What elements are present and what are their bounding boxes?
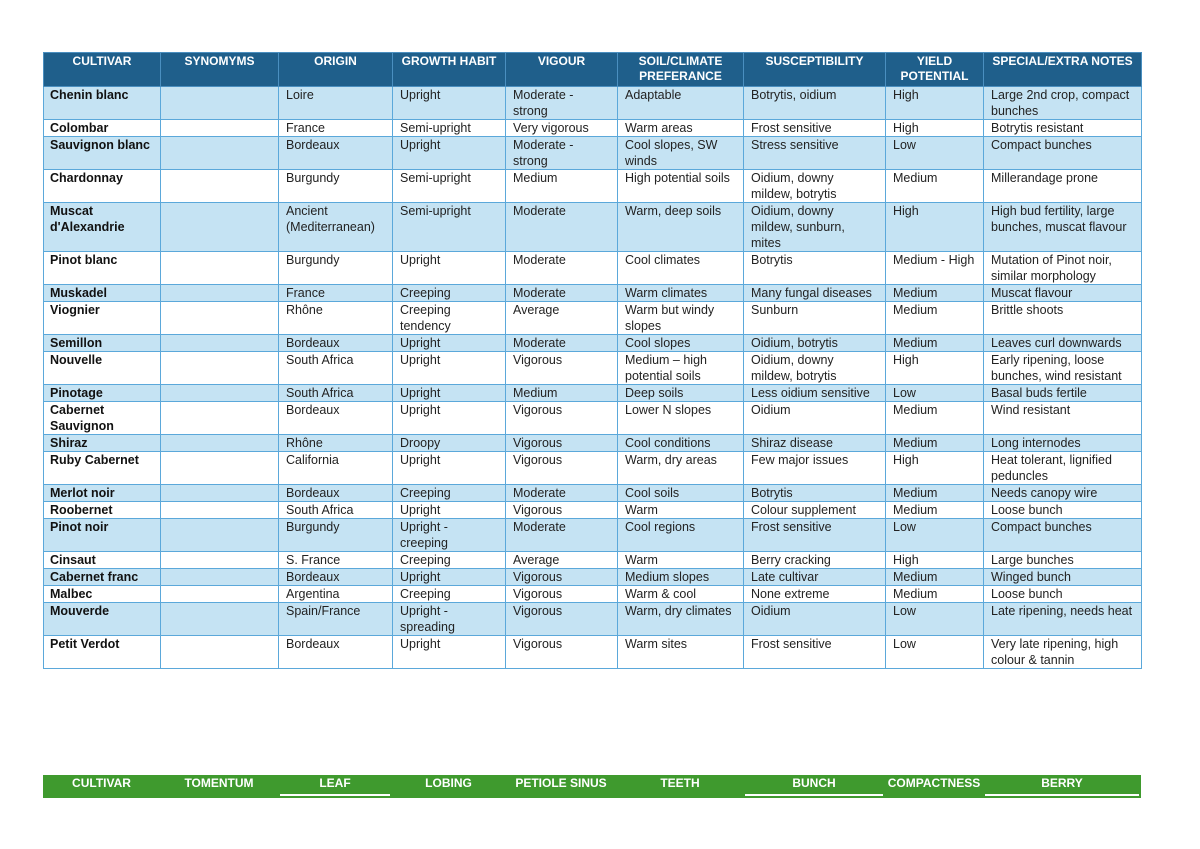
- cell-synonyms: [161, 302, 279, 335]
- cell-origin: Bordeaux: [279, 402, 393, 435]
- cell-vigour: Moderate: [506, 519, 618, 552]
- cell-vigour: Moderate: [506, 203, 618, 252]
- cell-origin: Burgundy: [279, 170, 393, 203]
- cell-soil-climate-preference: Cool slopes, SW winds: [618, 137, 744, 170]
- cell-susceptibility: Oidium, downy mildew, botrytis: [744, 352, 886, 385]
- cell-susceptibility: Shiraz disease: [744, 435, 886, 452]
- cell-origin: S. France: [279, 552, 393, 569]
- cultivar-name-cell: Semillon: [44, 335, 161, 352]
- cultivar-table: [43, 52, 1142, 669]
- cell-growth-habit: Creeping: [393, 485, 506, 502]
- cell-vigour: Medium: [506, 385, 618, 402]
- column-header-susceptibility: SUSCEPTIBILITY: [744, 53, 886, 87]
- cultivar-name-cell: Ruby Cabernet: [44, 452, 161, 485]
- morphology-header-label: TOMENTUM: [184, 776, 254, 790]
- cell-special-extra-notes: Early ripening, loose bunches, wind resistant: [984, 352, 1142, 385]
- cell-special-extra-notes: Winged bunch: [984, 569, 1142, 586]
- cell-soil-climate-preference: Warm areas: [618, 120, 744, 137]
- cell-vigour: Vigorous: [506, 569, 618, 586]
- cell-susceptibility: Botrytis: [744, 252, 886, 285]
- cell-soil-climate-preference: Cool regions: [618, 519, 744, 552]
- cell-yield-potential: Low: [886, 636, 984, 669]
- cell-yield-potential: Medium: [886, 302, 984, 335]
- cell-growth-habit: Creeping: [393, 552, 506, 569]
- cell-yield-potential: High: [886, 552, 984, 569]
- cell-growth-habit: Upright: [393, 636, 506, 669]
- table-row: [44, 586, 1142, 603]
- cell-origin: Bordeaux: [279, 485, 393, 502]
- table-row: [44, 519, 1142, 552]
- cell-yield-potential: Medium: [886, 402, 984, 435]
- table-row: [44, 502, 1142, 519]
- table-row: [44, 87, 1142, 120]
- cell-special-extra-notes: Compact bunches: [984, 137, 1142, 170]
- cell-vigour: Moderate - strong: [506, 87, 618, 120]
- morphology-header-teeth: [617, 775, 743, 798]
- cell-origin: Burgundy: [279, 252, 393, 285]
- cell-synonyms: [161, 569, 279, 586]
- cell-vigour: Vigorous: [506, 452, 618, 485]
- cell-special-extra-notes: Late ripening, needs heat: [984, 603, 1142, 636]
- cell-growth-habit: Upright - spreading: [393, 603, 506, 636]
- cell-growth-habit: Upright: [393, 335, 506, 352]
- cell-special-extra-notes: Muscat flavour: [984, 285, 1142, 302]
- cell-special-extra-notes: Large 2nd crop, compact bunches: [984, 87, 1142, 120]
- cultivar-name-cell: Malbec: [44, 586, 161, 603]
- table-row: [44, 385, 1142, 402]
- cell-synonyms: [161, 120, 279, 137]
- cell-growth-habit: Upright: [393, 452, 506, 485]
- cell-susceptibility: Frost sensitive: [744, 120, 886, 137]
- table-row: [44, 402, 1142, 435]
- cell-growth-habit: Upright: [393, 385, 506, 402]
- table-row: [44, 137, 1142, 170]
- cell-special-extra-notes: Very late ripening, high colour & tannin: [984, 636, 1142, 669]
- cell-soil-climate-preference: Warm climates: [618, 285, 744, 302]
- header-underline: [745, 794, 883, 796]
- cell-growth-habit: Creeping: [393, 285, 506, 302]
- cell-susceptibility: Berry cracking: [744, 552, 886, 569]
- cell-growth-habit: Upright: [393, 402, 506, 435]
- morphology-header-compactness: [885, 775, 983, 798]
- cell-soil-climate-preference: Warm & cool: [618, 586, 744, 603]
- cell-soil-climate-preference: Cool conditions: [618, 435, 744, 452]
- cell-growth-habit: Upright: [393, 352, 506, 385]
- column-header-vigour: VIGOUR: [506, 53, 618, 87]
- cell-synonyms: [161, 137, 279, 170]
- cell-soil-climate-preference: Deep soils: [618, 385, 744, 402]
- cell-yield-potential: Medium: [886, 485, 984, 502]
- cell-growth-habit: Semi-upright: [393, 203, 506, 252]
- cell-vigour: Vigorous: [506, 435, 618, 452]
- cell-origin: Ancient (Mediterranean): [279, 203, 393, 252]
- cell-soil-climate-preference: Warm but windy slopes: [618, 302, 744, 335]
- cell-growth-habit: Upright: [393, 252, 506, 285]
- cell-growth-habit: Upright: [393, 87, 506, 120]
- cell-susceptibility: Sunburn: [744, 302, 886, 335]
- morphology-header-tomentum: [160, 775, 278, 798]
- table-row: [44, 603, 1142, 636]
- cell-growth-habit: Upright: [393, 569, 506, 586]
- cell-vigour: Moderate: [506, 485, 618, 502]
- cell-susceptibility: Oidium: [744, 603, 886, 636]
- cell-susceptibility: Botrytis, oidium: [744, 87, 886, 120]
- cell-yield-potential: Medium: [886, 435, 984, 452]
- cell-soil-climate-preference: Adaptable: [618, 87, 744, 120]
- cell-growth-habit: Creeping: [393, 586, 506, 603]
- table-row: [44, 452, 1142, 485]
- cell-synonyms: [161, 203, 279, 252]
- cell-susceptibility: Frost sensitive: [744, 519, 886, 552]
- cell-special-extra-notes: Basal buds fertile: [984, 385, 1142, 402]
- cell-synonyms: [161, 335, 279, 352]
- cell-growth-habit: Creeping tendency: [393, 302, 506, 335]
- cell-growth-habit: Droopy: [393, 435, 506, 452]
- cell-soil-climate-preference: High potential soils: [618, 170, 744, 203]
- column-header-synonyms: SYNOMYMS: [161, 53, 279, 87]
- cell-synonyms: [161, 352, 279, 385]
- cultivar-name-cell: Pinot blanc: [44, 252, 161, 285]
- cell-soil-climate-preference: Cool climates: [618, 252, 744, 285]
- cell-yield-potential: Medium: [886, 285, 984, 302]
- morphology-header-label: LEAF: [319, 776, 351, 790]
- cell-susceptibility: Stress sensitive: [744, 137, 886, 170]
- cell-special-extra-notes: Large bunches: [984, 552, 1142, 569]
- table-row: [44, 120, 1142, 137]
- cell-susceptibility: Oidium, downy mildew, botrytis: [744, 170, 886, 203]
- cell-yield-potential: High: [886, 87, 984, 120]
- morphology-header-label: PETIOLE SINUS: [515, 776, 607, 790]
- cell-yield-potential: Medium: [886, 335, 984, 352]
- cell-growth-habit: Upright - creeping: [393, 519, 506, 552]
- cell-origin: South Africa: [279, 502, 393, 519]
- cell-special-extra-notes: Heat tolerant, lignified peduncles: [984, 452, 1142, 485]
- cell-vigour: Very vigorous: [506, 120, 618, 137]
- column-header-cultivar: CULTIVAR: [44, 53, 161, 87]
- cell-synonyms: [161, 552, 279, 569]
- cultivar-name-cell: Colombar: [44, 120, 161, 137]
- morphology-header-bunch: [743, 775, 885, 798]
- cultivar-name-cell: Pinot noir: [44, 519, 161, 552]
- cell-soil-climate-preference: Warm sites: [618, 636, 744, 669]
- cell-yield-potential: Medium: [886, 569, 984, 586]
- column-header-growth-habit: GROWTH HABIT: [393, 53, 506, 87]
- cell-synonyms: [161, 170, 279, 203]
- table-row: [44, 569, 1142, 586]
- cultivar-name-cell: Cabernet Sauvignon: [44, 402, 161, 435]
- cell-yield-potential: Low: [886, 519, 984, 552]
- cell-special-extra-notes: Millerandage prone: [984, 170, 1142, 203]
- cell-yield-potential: Medium: [886, 502, 984, 519]
- table-row: [44, 485, 1142, 502]
- cell-synonyms: [161, 636, 279, 669]
- cell-susceptibility: Oidium: [744, 402, 886, 435]
- cultivar-name-cell: Petit Verdot: [44, 636, 161, 669]
- cell-susceptibility: Oidium, botrytis: [744, 335, 886, 352]
- cell-synonyms: [161, 87, 279, 120]
- cell-soil-climate-preference: Cool soils: [618, 485, 744, 502]
- cell-synonyms: [161, 385, 279, 402]
- table-row: [44, 203, 1142, 252]
- table-row: [44, 170, 1142, 203]
- header-underline: [985, 794, 1139, 796]
- cell-soil-climate-preference: Warm, dry areas: [618, 452, 744, 485]
- cell-soil-climate-preference: Medium slopes: [618, 569, 744, 586]
- cell-special-extra-notes: Brittle shoots: [984, 302, 1142, 335]
- cell-synonyms: [161, 586, 279, 603]
- cell-synonyms: [161, 603, 279, 636]
- cell-special-extra-notes: Leaves curl downwards: [984, 335, 1142, 352]
- cell-special-extra-notes: Compact bunches: [984, 519, 1142, 552]
- cultivar-name-cell: Mouverde: [44, 603, 161, 636]
- cell-vigour: Average: [506, 302, 618, 335]
- cell-susceptibility: Oidium, downy mildew, sunburn, mites: [744, 203, 886, 252]
- cultivar-name-cell: Merlot noir: [44, 485, 161, 502]
- cell-synonyms: [161, 502, 279, 519]
- cell-vigour: Vigorous: [506, 586, 618, 603]
- cultivar-name-cell: Nouvelle: [44, 352, 161, 385]
- cell-origin: Bordeaux: [279, 335, 393, 352]
- cell-special-extra-notes: Loose bunch: [984, 502, 1142, 519]
- cultivar-name-cell: Roobernet: [44, 502, 161, 519]
- cell-synonyms: [161, 519, 279, 552]
- cultivar-name-cell: Cabernet franc: [44, 569, 161, 586]
- cultivar-name-cell: Chardonnay: [44, 170, 161, 203]
- cell-origin: Bordeaux: [279, 636, 393, 669]
- cell-origin: Argentina: [279, 586, 393, 603]
- morphology-header-petiole-sinus: [505, 775, 617, 798]
- cell-susceptibility: Many fungal diseases: [744, 285, 886, 302]
- cell-vigour: Vigorous: [506, 402, 618, 435]
- cell-synonyms: [161, 485, 279, 502]
- cell-yield-potential: High: [886, 203, 984, 252]
- cell-yield-potential: High: [886, 352, 984, 385]
- morphology-header-berry: [983, 775, 1141, 798]
- cell-synonyms: [161, 285, 279, 302]
- cell-susceptibility: Less oidium sensitive: [744, 385, 886, 402]
- cultivar-name-cell: Shiraz: [44, 435, 161, 452]
- cell-vigour: Moderate: [506, 285, 618, 302]
- morphology-header-label: BERRY: [1041, 776, 1083, 790]
- cell-vigour: Average: [506, 552, 618, 569]
- cell-susceptibility: Late cultivar: [744, 569, 886, 586]
- cell-soil-climate-preference: Cool slopes: [618, 335, 744, 352]
- column-header-yield-potential: YIELD POTENTIAL: [886, 53, 984, 87]
- cell-susceptibility: Frost sensitive: [744, 636, 886, 669]
- cultivar-name-cell: Muskadel: [44, 285, 161, 302]
- column-header-origin: ORIGIN: [279, 53, 393, 87]
- cell-soil-climate-preference: Warm: [618, 552, 744, 569]
- cell-origin: Bordeaux: [279, 569, 393, 586]
- morphology-header-lobing: [392, 775, 505, 798]
- morphology-header-label: COMPACTNESS: [887, 776, 981, 790]
- morphology-header-cultivar: [43, 775, 160, 798]
- morphology-header-leaf: [278, 775, 392, 798]
- cultivar-name-cell: Chenin blanc: [44, 87, 161, 120]
- cell-yield-potential: Low: [886, 385, 984, 402]
- cell-yield-potential: Medium: [886, 586, 984, 603]
- cell-synonyms: [161, 252, 279, 285]
- table-row: [44, 335, 1142, 352]
- cell-growth-habit: Semi-upright: [393, 170, 506, 203]
- column-header-soil-climate-preference: SOIL/CLIMATE PREFERANCE: [618, 53, 744, 87]
- cell-synonyms: [161, 452, 279, 485]
- cell-susceptibility: Colour supplement: [744, 502, 886, 519]
- morphology-table-header: [43, 775, 1141, 798]
- morphology-header-label: CULTIVAR: [72, 776, 131, 790]
- cell-susceptibility: None extreme: [744, 586, 886, 603]
- cell-growth-habit: Upright: [393, 137, 506, 170]
- cell-vigour: Moderate - strong: [506, 137, 618, 170]
- cultivar-name-cell: Viognier: [44, 302, 161, 335]
- cell-soil-climate-preference: Warm, dry climates: [618, 603, 744, 636]
- cell-origin: Rhône: [279, 302, 393, 335]
- cell-growth-habit: Semi-upright: [393, 120, 506, 137]
- cell-origin: Spain/France: [279, 603, 393, 636]
- cell-origin: France: [279, 120, 393, 137]
- cell-yield-potential: High: [886, 452, 984, 485]
- table-row: [44, 285, 1142, 302]
- cell-susceptibility: Botrytis: [744, 485, 886, 502]
- cell-synonyms: [161, 402, 279, 435]
- cell-yield-potential: Low: [886, 603, 984, 636]
- header-underline: [280, 794, 390, 796]
- cell-soil-climate-preference: Medium – high potential soils: [618, 352, 744, 385]
- table-header-row: [44, 53, 1142, 87]
- cell-soil-climate-preference: Warm, deep soils: [618, 203, 744, 252]
- morphology-header-label: LOBING: [425, 776, 472, 790]
- morphology-header-label: TEETH: [660, 776, 700, 790]
- table-row: [44, 252, 1142, 285]
- cell-soil-climate-preference: Lower N slopes: [618, 402, 744, 435]
- cell-vigour: Moderate: [506, 252, 618, 285]
- cell-special-extra-notes: Mutation of Pinot noir, similar morphology: [984, 252, 1142, 285]
- cell-origin: Burgundy: [279, 519, 393, 552]
- cell-soil-climate-preference: Warm: [618, 502, 744, 519]
- column-header-special-extra-notes: SPECIAL/EXTRA NOTES: [984, 53, 1142, 87]
- cultivar-name-cell: Muscat d'Alexandrie: [44, 203, 161, 252]
- cell-vigour: Medium: [506, 170, 618, 203]
- cell-yield-potential: Low: [886, 137, 984, 170]
- cell-growth-habit: Upright: [393, 502, 506, 519]
- cultivar-name-cell: Cinsaut: [44, 552, 161, 569]
- cell-synonyms: [161, 435, 279, 452]
- morphology-header-label: BUNCH: [792, 776, 836, 790]
- cell-special-extra-notes: Wind resistant: [984, 402, 1142, 435]
- cell-vigour: Vigorous: [506, 636, 618, 669]
- table-row: [44, 302, 1142, 335]
- cell-vigour: Moderate: [506, 335, 618, 352]
- cell-special-extra-notes: Needs canopy wire: [984, 485, 1142, 502]
- cell-origin: France: [279, 285, 393, 302]
- cell-special-extra-notes: Long internodes: [984, 435, 1142, 452]
- cell-yield-potential: Medium - High: [886, 252, 984, 285]
- cell-yield-potential: Medium: [886, 170, 984, 203]
- table-row: [44, 352, 1142, 385]
- cell-yield-potential: High: [886, 120, 984, 137]
- cell-origin: South Africa: [279, 385, 393, 402]
- table-row: [44, 636, 1142, 669]
- cell-special-extra-notes: High bud fertility, large bunches, muscat flavour: [984, 203, 1142, 252]
- cell-origin: California: [279, 452, 393, 485]
- cell-vigour: Vigorous: [506, 352, 618, 385]
- cell-origin: South Africa: [279, 352, 393, 385]
- table-row: [44, 435, 1142, 452]
- cell-origin: Bordeaux: [279, 137, 393, 170]
- cultivar-name-cell: Pinotage: [44, 385, 161, 402]
- cell-special-extra-notes: Botrytis resistant: [984, 120, 1142, 137]
- cell-special-extra-notes: Loose bunch: [984, 586, 1142, 603]
- cell-vigour: Vigorous: [506, 603, 618, 636]
- cell-origin: Rhône: [279, 435, 393, 452]
- table-row: [44, 552, 1142, 569]
- cultivar-name-cell: Sauvignon blanc: [44, 137, 161, 170]
- cell-origin: Loire: [279, 87, 393, 120]
- cell-susceptibility: Few major issues: [744, 452, 886, 485]
- cell-vigour: Vigorous: [506, 502, 618, 519]
